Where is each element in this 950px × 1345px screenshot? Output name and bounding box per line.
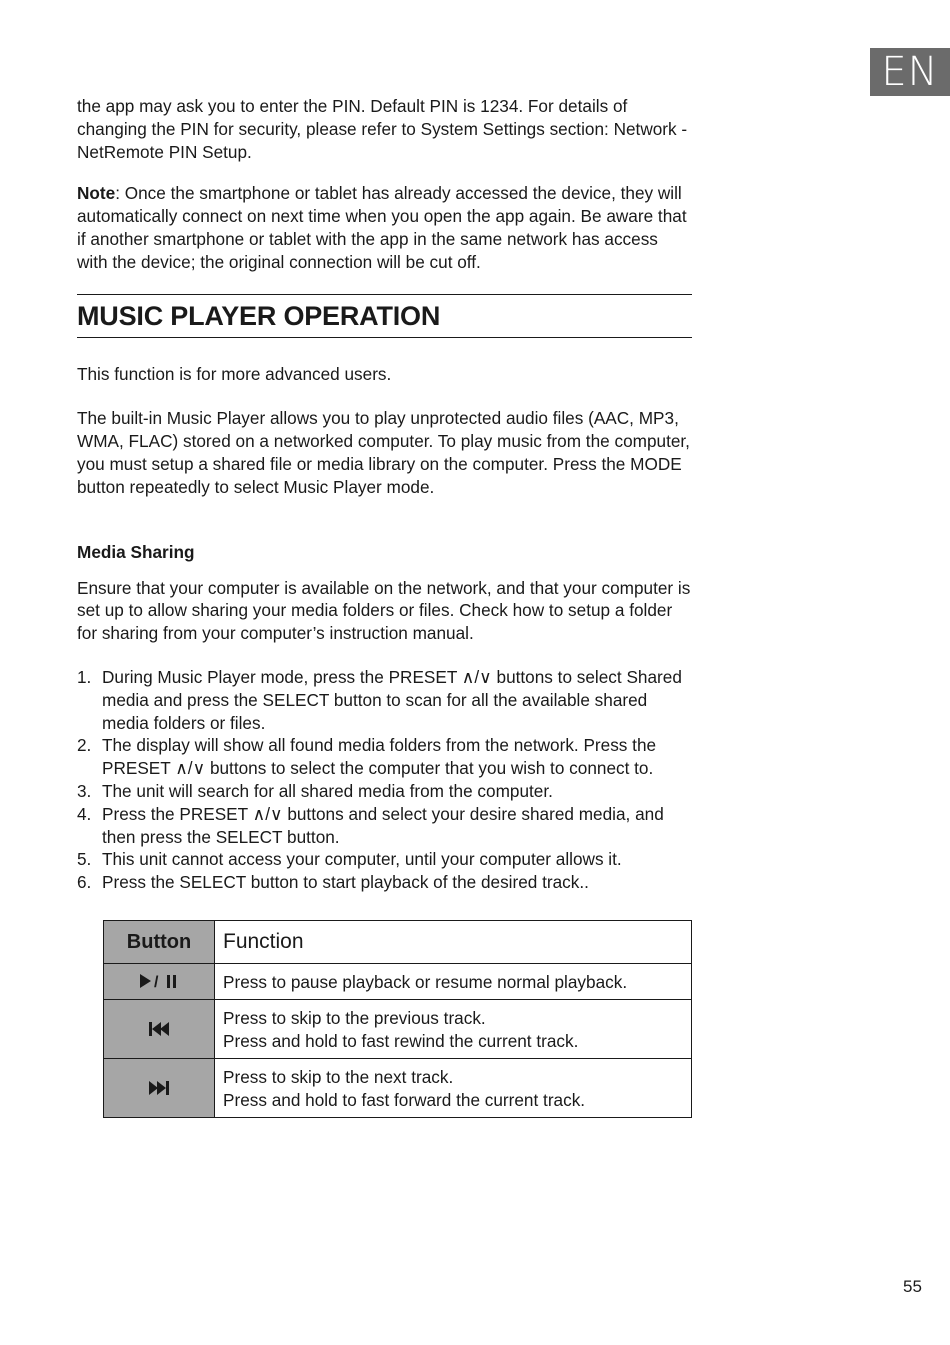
table-header-row xyxy=(104,920,692,963)
step-number: 2. xyxy=(77,735,92,756)
page-number: 55 xyxy=(903,1277,922,1296)
svg-text:/: / xyxy=(154,974,159,990)
step-number: 1. xyxy=(77,666,92,687)
section-rule-bottom xyxy=(77,337,692,338)
language-tab: EN xyxy=(870,48,950,96)
button-column-header: Button xyxy=(104,920,215,963)
step-number: 6. xyxy=(77,872,92,893)
function-text: Press and hold to fast rewind the current track. xyxy=(223,1030,579,1051)
function-cell xyxy=(215,999,692,1058)
list-item xyxy=(77,734,692,780)
step-text: The display will show all found media folders from the network. Press the PRESET ∧/∨ buttons to select the computer that you wish to connect to. xyxy=(102,735,657,779)
function-text: Press to pause playback or resume normal playback. xyxy=(223,972,628,993)
function-text: Press to skip to the next track. xyxy=(223,1067,454,1088)
button-function-table xyxy=(103,920,692,1118)
step-text: Press the SELECT button to start playback of the desired track.. xyxy=(102,872,589,893)
intro-paragraph: the app may ask you to enter the PIN. Default PIN is 1234. For details of changing the PIN for security, please refer to System Settings section: Network - NetRemote PIN Setup. xyxy=(77,96,688,162)
music-player-paragraph: The built-in Music Player allows you to play unprotected audio files (AAC, MP3, WMA, FLAC) stored on a networked computer. To play music from the computer, you must setup a shared file or media library on the computer. Press the MODE button repeatedly to select Music Player mode. xyxy=(77,408,690,497)
button-cell xyxy=(104,963,215,999)
section-title: MUSIC PLAYER OPERATION xyxy=(77,300,441,331)
table-row xyxy=(104,1058,692,1117)
media-sharing-paragraph: Ensure that your computer is available on the network, and that your computer is set up to allow sharing your media folders or files. Check how to setup a folder for sharing from your computer’s instruction manual. xyxy=(77,577,691,644)
step-number: 5. xyxy=(77,849,92,870)
skip-previous-icon xyxy=(147,1020,171,1038)
function-cell xyxy=(215,1058,692,1117)
table-row xyxy=(104,999,692,1058)
media-sharing-heading: Media Sharing xyxy=(77,541,195,562)
step-text: This unit cannot access your computer, until your computer allows it. xyxy=(102,849,622,870)
skip-next-icon xyxy=(147,1079,171,1097)
play-pause-icon xyxy=(138,972,180,990)
list-item xyxy=(77,666,692,734)
function-text: Press to skip to the previous track. xyxy=(223,1008,486,1029)
step-text: The unit will search for all shared media from the computer. xyxy=(102,780,553,801)
step-number: 3. xyxy=(77,780,92,801)
list-item xyxy=(77,803,692,849)
list-item xyxy=(77,848,692,871)
table-row xyxy=(104,963,692,999)
note-paragraph xyxy=(77,182,692,273)
list-item xyxy=(77,871,692,894)
button-cell xyxy=(104,1058,215,1117)
step-text: Press the PRESET ∧/∨ buttons and select your desire shared media, and then press the SELECT button. xyxy=(102,803,664,847)
step-text: During Music Player mode, press the PRESET ∧/∨ buttons to select Shared media and press the SELECT button to scan for all the available shared media folders or files. xyxy=(102,666,682,733)
advanced-users-paragraph: This function is for more advanced users. xyxy=(77,363,392,384)
function-cell xyxy=(215,963,692,999)
note-label: Note xyxy=(77,183,116,204)
list-item xyxy=(77,780,692,803)
function-text: Press and hold to fast forward the current track. xyxy=(223,1089,586,1110)
steps-list xyxy=(77,666,692,894)
function-column-header: Function xyxy=(215,920,692,963)
step-number: 4. xyxy=(77,803,92,824)
button-cell xyxy=(104,999,215,1058)
page-content xyxy=(77,95,692,1118)
note-text: : Once the smartphone or tablet has already accessed the device, they will automatically connect on next time when you open the app again. Be aware that if another smartphone or tablet with the app in the same network has access with the device; the original connection will be cut off. xyxy=(77,183,687,272)
